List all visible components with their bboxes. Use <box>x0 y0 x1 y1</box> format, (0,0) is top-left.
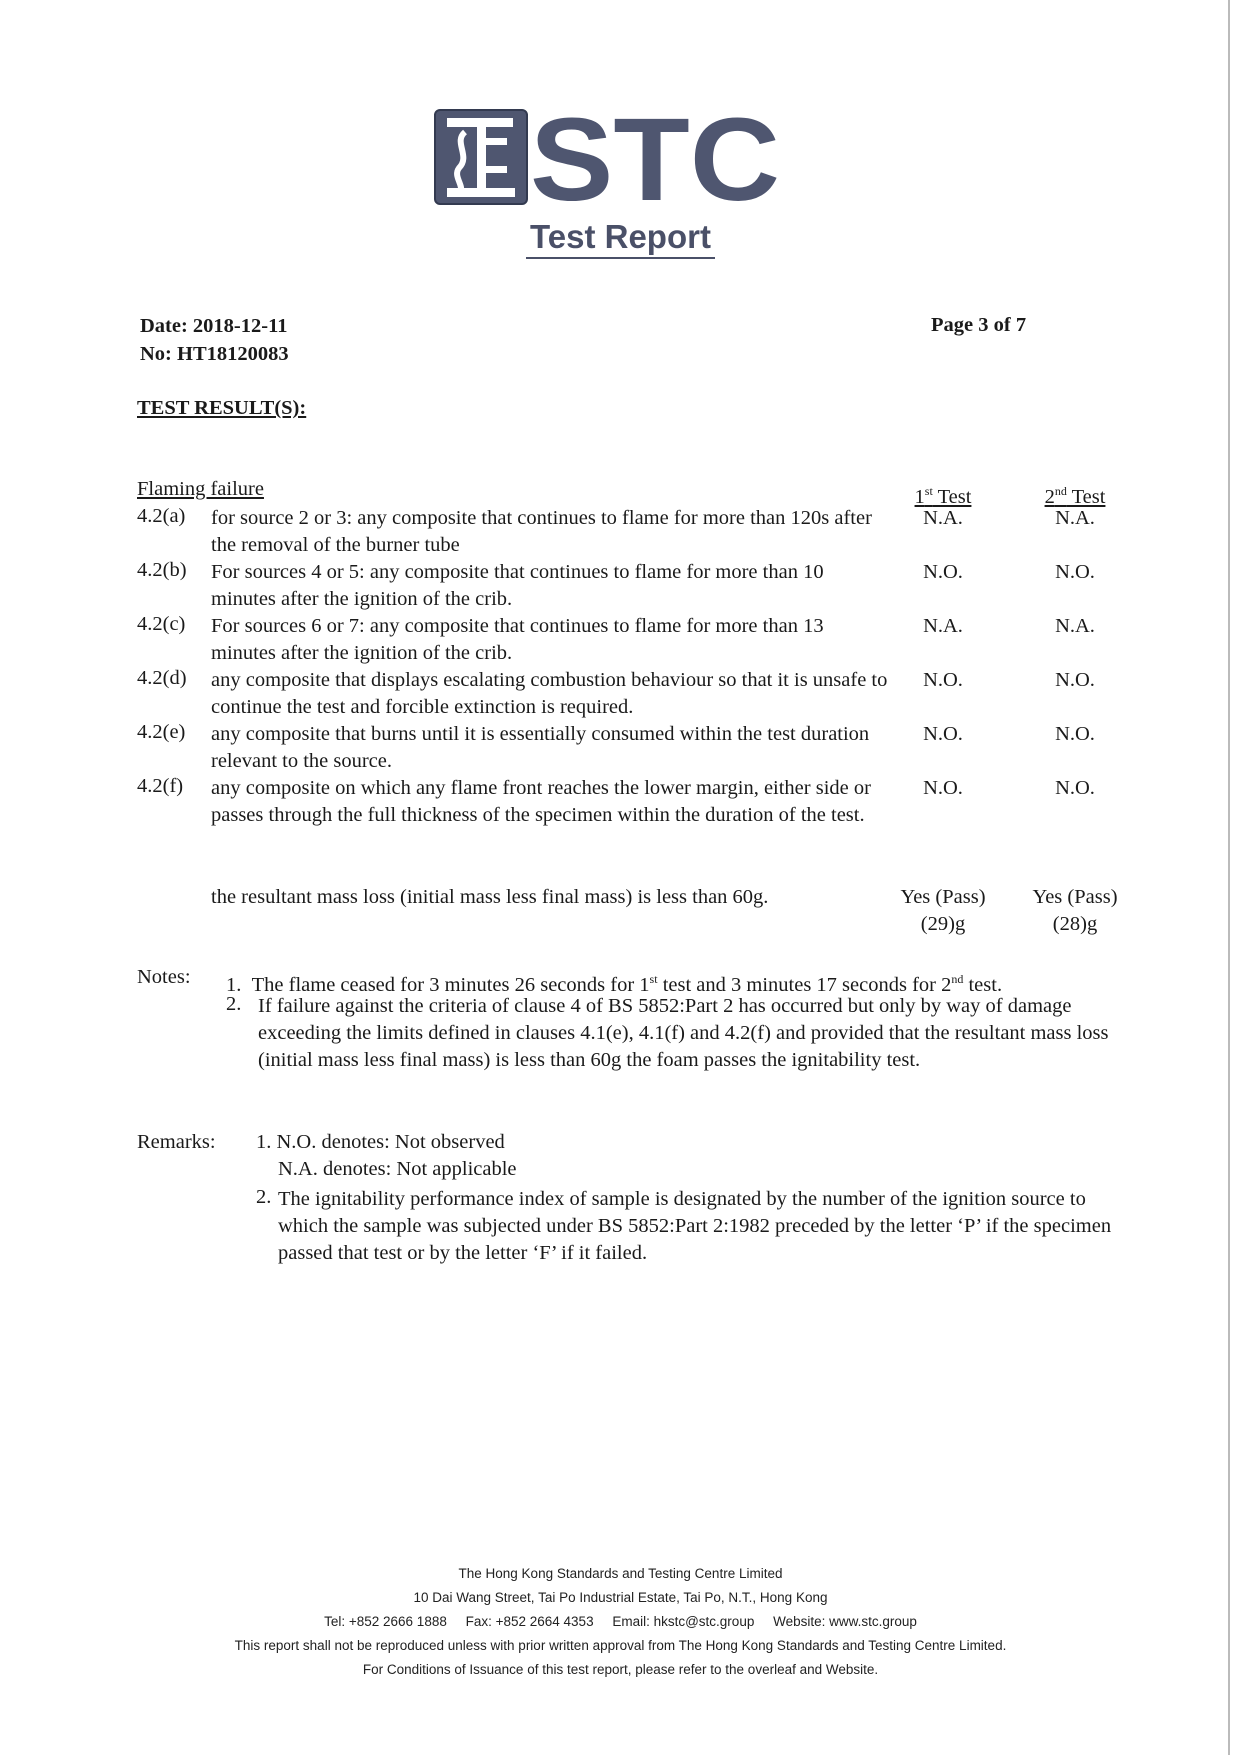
mass-loss-1st: Yes (Pass) (29)g <box>900 886 986 935</box>
report-title: Test Report <box>0 218 1241 256</box>
result-1st: N.O. <box>923 561 963 583</box>
footer-disclaimer: This report shall not be reproduced unless with prior written approval from The Hong Kong Standards and Testing Centre Limited. <box>234 1638 1007 1653</box>
clause: 4.2(b) <box>137 559 187 581</box>
remark-2-number: 2. <box>256 1186 272 1208</box>
result-1st: N.O. <box>923 723 963 745</box>
result-2nd: N.A. <box>1055 507 1095 529</box>
report-date: Date: 2018-12-11 <box>140 315 288 337</box>
criterion-text: for source 2 or 3: any composite that continues to flame for more than 120s after the removal of the burner tube <box>211 507 872 556</box>
svg-text:STC: STC <box>530 108 780 206</box>
report-number: No: HT18120083 <box>140 343 289 365</box>
footer-conditions: For Conditions of Issuance of this test report, please refer to the overleaf and Website. <box>362 1662 879 1677</box>
remark-2: The ignitability performance index of sample is designated by the number of the ignition source to which the sample was subjected under BS 5852:Part 2:1982 preceded by the letter ‘P’ if the specimen passed that test or by the letter ‘F’ if it failed. <box>278 1188 1112 1264</box>
remark-1b: N.A. denotes: Not applicable <box>278 1158 517 1180</box>
criterion-text: For sources 4 or 5: any composite that continues to flame for more than 10 minutes after the ignition of the crib. <box>211 561 824 610</box>
clause: 4.2(d) <box>137 667 187 689</box>
criterion-text: any composite on which any flame front reaches the lower margin, either side or passes through the full thickness of the specimen within the duration of the test. <box>211 777 871 826</box>
flaming-failure-heading: Flaming failure <box>137 478 264 500</box>
clause: 4.2(e) <box>137 721 186 743</box>
page-number: Page 3 of 7 <box>931 314 1027 336</box>
result-2nd: N.O. <box>1055 723 1095 745</box>
col-2nd-test: 2nd Test <box>1044 484 1106 508</box>
mass-loss-2nd: Yes (Pass) (28)g <box>1032 886 1118 935</box>
mass-loss-text: the resultant mass loss (initial mass less final mass) is less than 60g. <box>211 886 769 908</box>
footer <box>0 1562 1241 1682</box>
result-2nd: N.O. <box>1055 669 1095 691</box>
footer-company: The Hong Kong Standards and Testing Centre Limited <box>458 1566 783 1581</box>
stc-logo <box>433 108 785 206</box>
criterion-text: any composite that burns until it is essentially consumed within the test duration relevant to the source. <box>211 723 870 772</box>
note-2-number: 2. <box>226 993 242 1015</box>
result-2nd: N.O. <box>1055 561 1095 583</box>
footer-address: 10 Dai Wang Street, Tai Po Industrial Estate, Tai Po, N.T., Hong Kong <box>413 1590 828 1605</box>
note-2: If failure against the criteria of clause 4 of BS 5852:Part 2 has occurred but only by way of damage exceeding the limits defined in clauses 4.1(e), 4.1(f) and 4.2(f) and provided that the resultant mass loss (initial mass less final mass) is less than 60g the foam passes the ignitability test. <box>258 995 1109 1071</box>
result-2nd: N.O. <box>1055 777 1095 799</box>
col-1st-test: 1st Test <box>914 484 972 508</box>
section-title: TEST RESULT(S): <box>137 397 307 419</box>
remarks-label: Remarks: <box>137 1131 216 1153</box>
clause: 4.2(f) <box>137 775 184 797</box>
criterion-text: any composite that displays escalating combustion behaviour so that it is unsafe to continue the test and forcible extinction is required. <box>211 669 888 718</box>
clause: 4.2(a) <box>137 505 186 527</box>
result-1st: N.A. <box>923 507 963 529</box>
result-1st: N.O. <box>923 669 963 691</box>
result-1st: N.O. <box>923 777 963 799</box>
note-1: 1. The flame ceased for 3 minutes 26 seconds for 1st test and 3 minutes 17 seconds for 2nd test. <box>226 972 1003 996</box>
result-1st: N.A. <box>923 615 963 637</box>
clause: 4.2(c) <box>137 613 186 635</box>
remark-1a: 1. N.O. denotes: Not observed <box>256 1131 505 1153</box>
result-2nd: N.A. <box>1055 615 1095 637</box>
footer-contact: Tel: +852 2666 1888 Fax: +852 2664 4353 Email: hkstc@stc.group Website: www.stc.group <box>324 1614 917 1629</box>
criterion-text: For sources 6 or 7: any composite that continues to flame for more than 13 minutes after the ignition of the crib. <box>211 615 824 664</box>
notes-label: Notes: <box>137 966 191 988</box>
page-edge <box>1228 0 1230 1755</box>
